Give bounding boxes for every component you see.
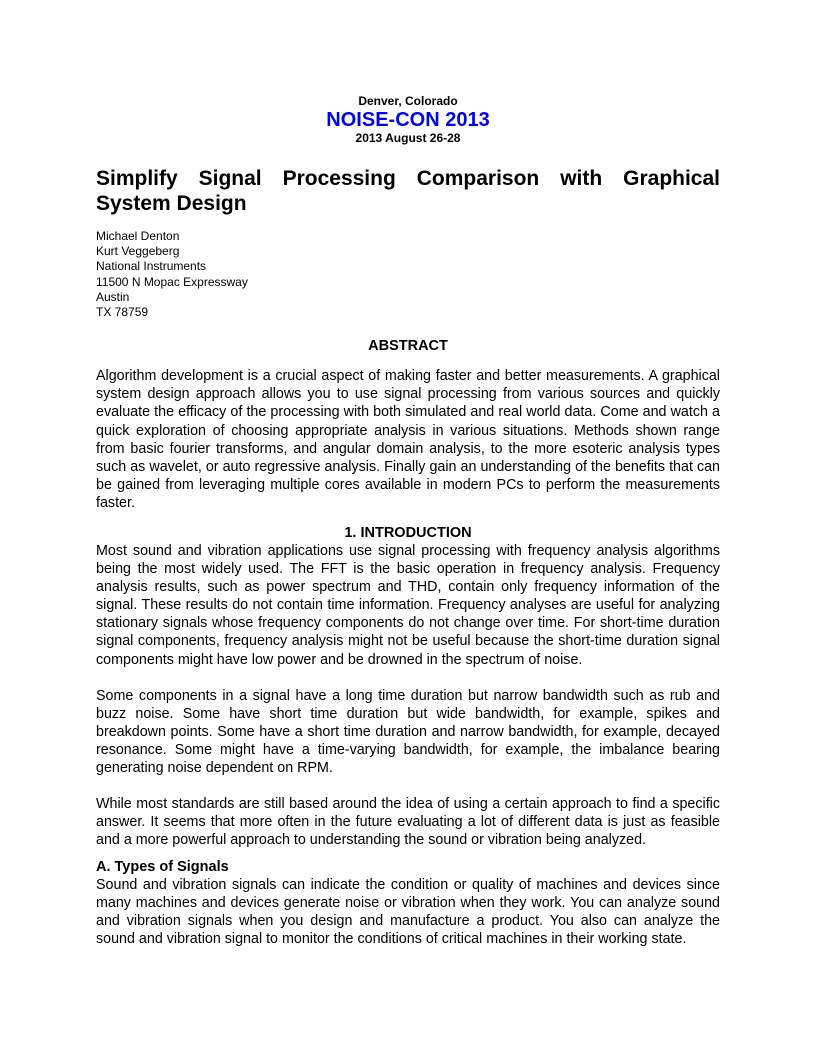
author-address-state-zip: TX 78759 xyxy=(96,305,149,320)
conference-name: NOISE-CON 2013 xyxy=(326,109,490,131)
introduction-paragraph: Some components in a signal have a long time duration but narrow bandwidth such as rub and buzz noise. Some have short time duration but wide bandwidth, for example, spikes and breakdown points. Some have a short time duration and narrow bandwidth, for example, decayed resonance. Some might have a time-varying bandwidth, for example, the imbalance bearing generating noise dependent on RPM. xyxy=(96,687,720,777)
paper-title: Simplify Signal Processing Comparison with Graphical System Design xyxy=(96,167,720,215)
subsection-heading: A. Types of Signals xyxy=(96,858,229,875)
author-name: Michael Denton xyxy=(96,229,180,243)
abstract-paragraph: Algorithm development is a crucial aspect of making faster and better measurements. A graphical system design approach allows you to use signal processing from various sources and quickly evaluate the efficacy of the processing with both simulated and real world data. Come and watch a quick exploration of choosing appropriate analysis in various situations. Methods shown range from basic fourier transforms, and angular domain analysis, to the more esoteric analysis types such as wavelet, or auto regressive analysis. Finally gain an understanding of the benefits that can be gained from leveraging multiple cores available in modern PCs to perform the measurements faster. xyxy=(96,368,720,511)
introduction-paragraph: Most sound and vibration applications use signal processing with frequency analysis algorithms being the most widely used. The FFT is the basic operation in frequency analysis. Frequency analysis results, such as power spectrum and THD, contain only frequency information of the signal. These results do not contain time information. Frequency analyses are useful for analyzing stationary signals whose frequency components do not change over time. For short-time duration signal components, frequency analysis might not be useful because the short-time duration signal components might have low power and be drowned in the spectrum of noise. xyxy=(96,542,720,668)
conference-dates: 2013 August 26-28 xyxy=(355,131,461,145)
author-address-street: 11500 N Mopac Expressway xyxy=(96,274,248,289)
author-address-city: Austin xyxy=(96,289,130,304)
author-name: Kurt Veggeberg xyxy=(96,244,180,259)
introduction-heading: 1. INTRODUCTION xyxy=(344,524,472,541)
author-block xyxy=(96,229,720,320)
conference-location: Denver, Colorado xyxy=(358,94,458,108)
subsection-paragraph: Sound and vibration signals can indicate the condition or quality of machines and devices since many machines and devices generate noise or vibration when they work. You can analyze sound and vibration signals when you design and manufacture a product. You also can analyze the sound and vibration signal to monitor the conditions of critical machines in their working state. xyxy=(96,876,720,947)
conference-header xyxy=(96,94,720,145)
paper-page xyxy=(96,94,720,948)
abstract-heading: ABSTRACT xyxy=(368,338,448,355)
author-affiliation: National Instruments xyxy=(96,259,207,274)
introduction-paragraph: While most standards are still based around the idea of using a certain approach to find a specific answer. It seems that more often in the future evaluating a lot of different data is just as feasible and a more powerful approach to understanding the sound or vibration being analyzed. xyxy=(96,796,720,849)
